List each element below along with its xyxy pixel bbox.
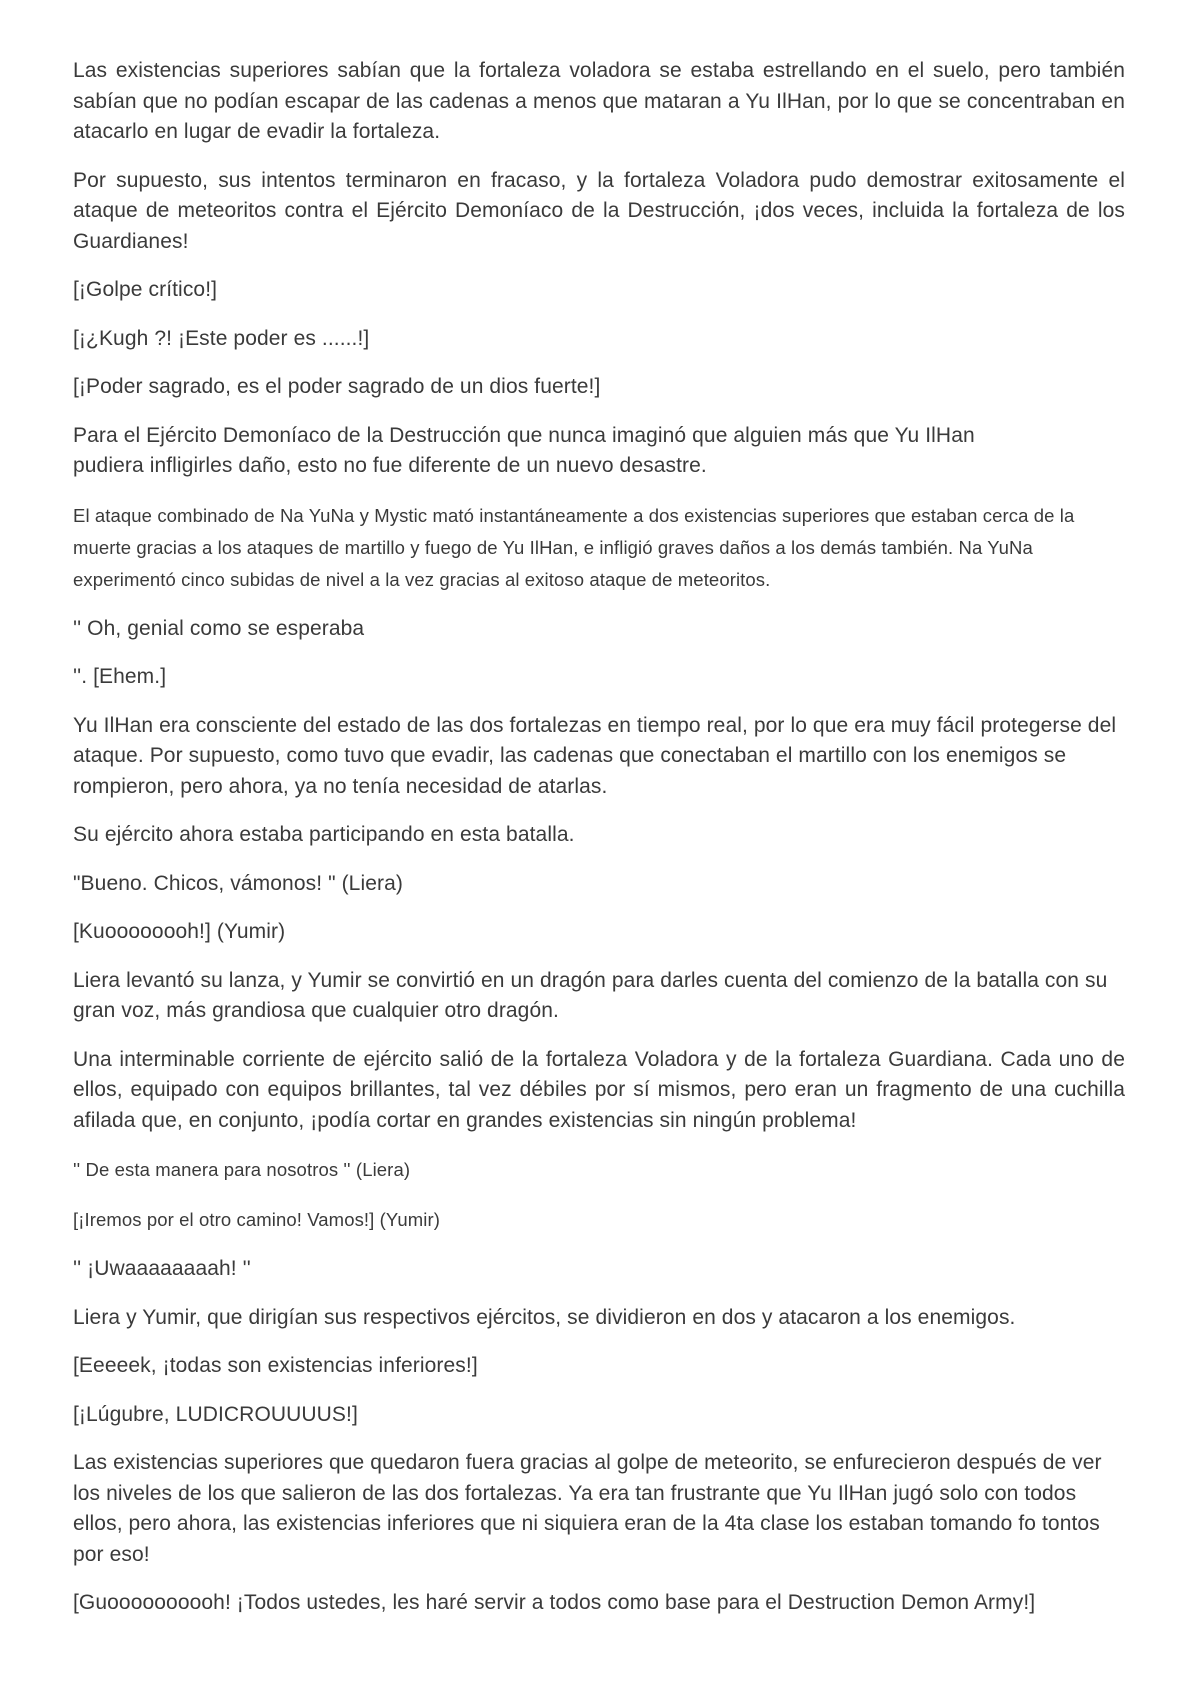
paragraph-16: '' De esta manera para nosotros '' (Liera) — [73, 1159, 411, 1180]
document-page — [73, 56, 1125, 1637]
paragraph-6: Para el Ejército Demoníaco de la Destrucción que nunca imaginó que alguien más que Yu IlHan pudiera infligirles daño, esto no fue diferente de un nuevo desastre. — [73, 423, 975, 477]
paragraph-15: Una interminable corriente de ejército salió de la fortaleza Voladora y de la fortaleza Guardiana. Cada uno de ellos, equipado con equipos brillantes, tal vez débiles por sí mismos, pero eran un fragmento de una cuchilla afilada que, en conjunto, ¡podía cortar en grandes existencias sin ningún problema! — [73, 1047, 1125, 1132]
paragraph-17: [¡Iremos por el otro camino! Vamos!] (Yumir) — [73, 1209, 440, 1230]
paragraph-22: Las existencias superiores que quedaron fuera gracias al golpe de meteorito, se enfurecieron después de ver los niveles de los que salieron de las dos fortalezas. Ya era tan frustrante que Yu IlHan jugó solo con todos ellos, pero ahora, las existencias inferiores que ni siquiera eran de la 4ta clase los estaban tomando fo tontos por eso! — [73, 1451, 1102, 1566]
paragraph-10: Yu IlHan era consciente del estado de las dos fortalezas en tiempo real, por lo que era muy fácil protegerse del ataque. Por supuesto, como tuvo que evadir, las cadenas que conectaban el martillo con los enemigos se rompieron, pero ahora, ya no tenía necesidad de atarlas. — [73, 713, 1117, 798]
paragraph-21: [¡Lúgubre, LUDICROUUUUS!] — [73, 1402, 358, 1426]
paragraph-3: [¡Golpe crítico!] — [73, 278, 218, 301]
paragraph-23: [Guoooooooooh! ¡Todos ustedes, les haré servir a todos como base para el Destruction Demon Army!] — [73, 1591, 1036, 1614]
paragraph-20: [Eeeeek, ¡todas son existencias inferiores!] — [73, 1354, 478, 1377]
paragraph-18: '' ¡Uwaaaaaaaah! '' — [73, 1257, 251, 1280]
paragraph-13: [Kuoooooooh!] (Yumir) — [73, 920, 286, 943]
paragraph-2: Por supuesto, sus intentos terminaron en fracaso, y la fortaleza Voladora pudo demostrar exitosamente el ataque de meteoritos contra el Ejército Demoníaco de la Destrucción, ¡dos veces, incluida la fortaleza de los Guardianes! — [73, 168, 1125, 253]
paragraph-14: Liera levantó su lanza, y Yumir se convirtió en un dragón para darles cuenta del comienzo de la batalla con su gran voz, más grandiosa que cualquier otro dragón. — [73, 968, 1108, 1022]
paragraph-12: "Bueno. Chicos, vámonos! " (Liera) — [73, 871, 403, 895]
paragraph-19: Liera y Yumir, que dirigían sus respectivos ejércitos, se dividieron en dos y atacaron a los enemigos. — [73, 1305, 1016, 1329]
paragraph-1: Las existencias superiores sabían que la fortaleza voladora se estaba estrellando en el suelo, pero también sabían que no podían escapar de las cadenas a menos que mataran a Yu IlHan, por lo que se concentraban en atacarlo en lugar de evadir la fortaleza. — [73, 59, 1125, 143]
paragraph-4: [¡¿Kugh ?! ¡Este poder es ......!] — [73, 326, 370, 350]
paragraph-11: Su ejército ahora estaba participando en esta batalla. — [73, 823, 575, 846]
paragraph-7: El ataque combinado de Na YuNa y Mystic mató instantáneamente a dos existencias superiores que estaban cerca de la muerte gracias a los ataques de martillo y fuego de Yu IlHan, e infligió graves daños a los demás también. Na YuNa experimentó cinco subidas de nivel a la vez gracias al exitoso ataque de meteoritos. — [73, 504, 1075, 590]
paragraph-9: ''. [Ehem.] — [73, 665, 167, 688]
paragraph-8: '' Oh, genial como se esperaba — [73, 616, 365, 640]
paragraph-5: [¡Poder sagrado, es el poder sagrado de un dios fuerte!] — [73, 375, 601, 398]
